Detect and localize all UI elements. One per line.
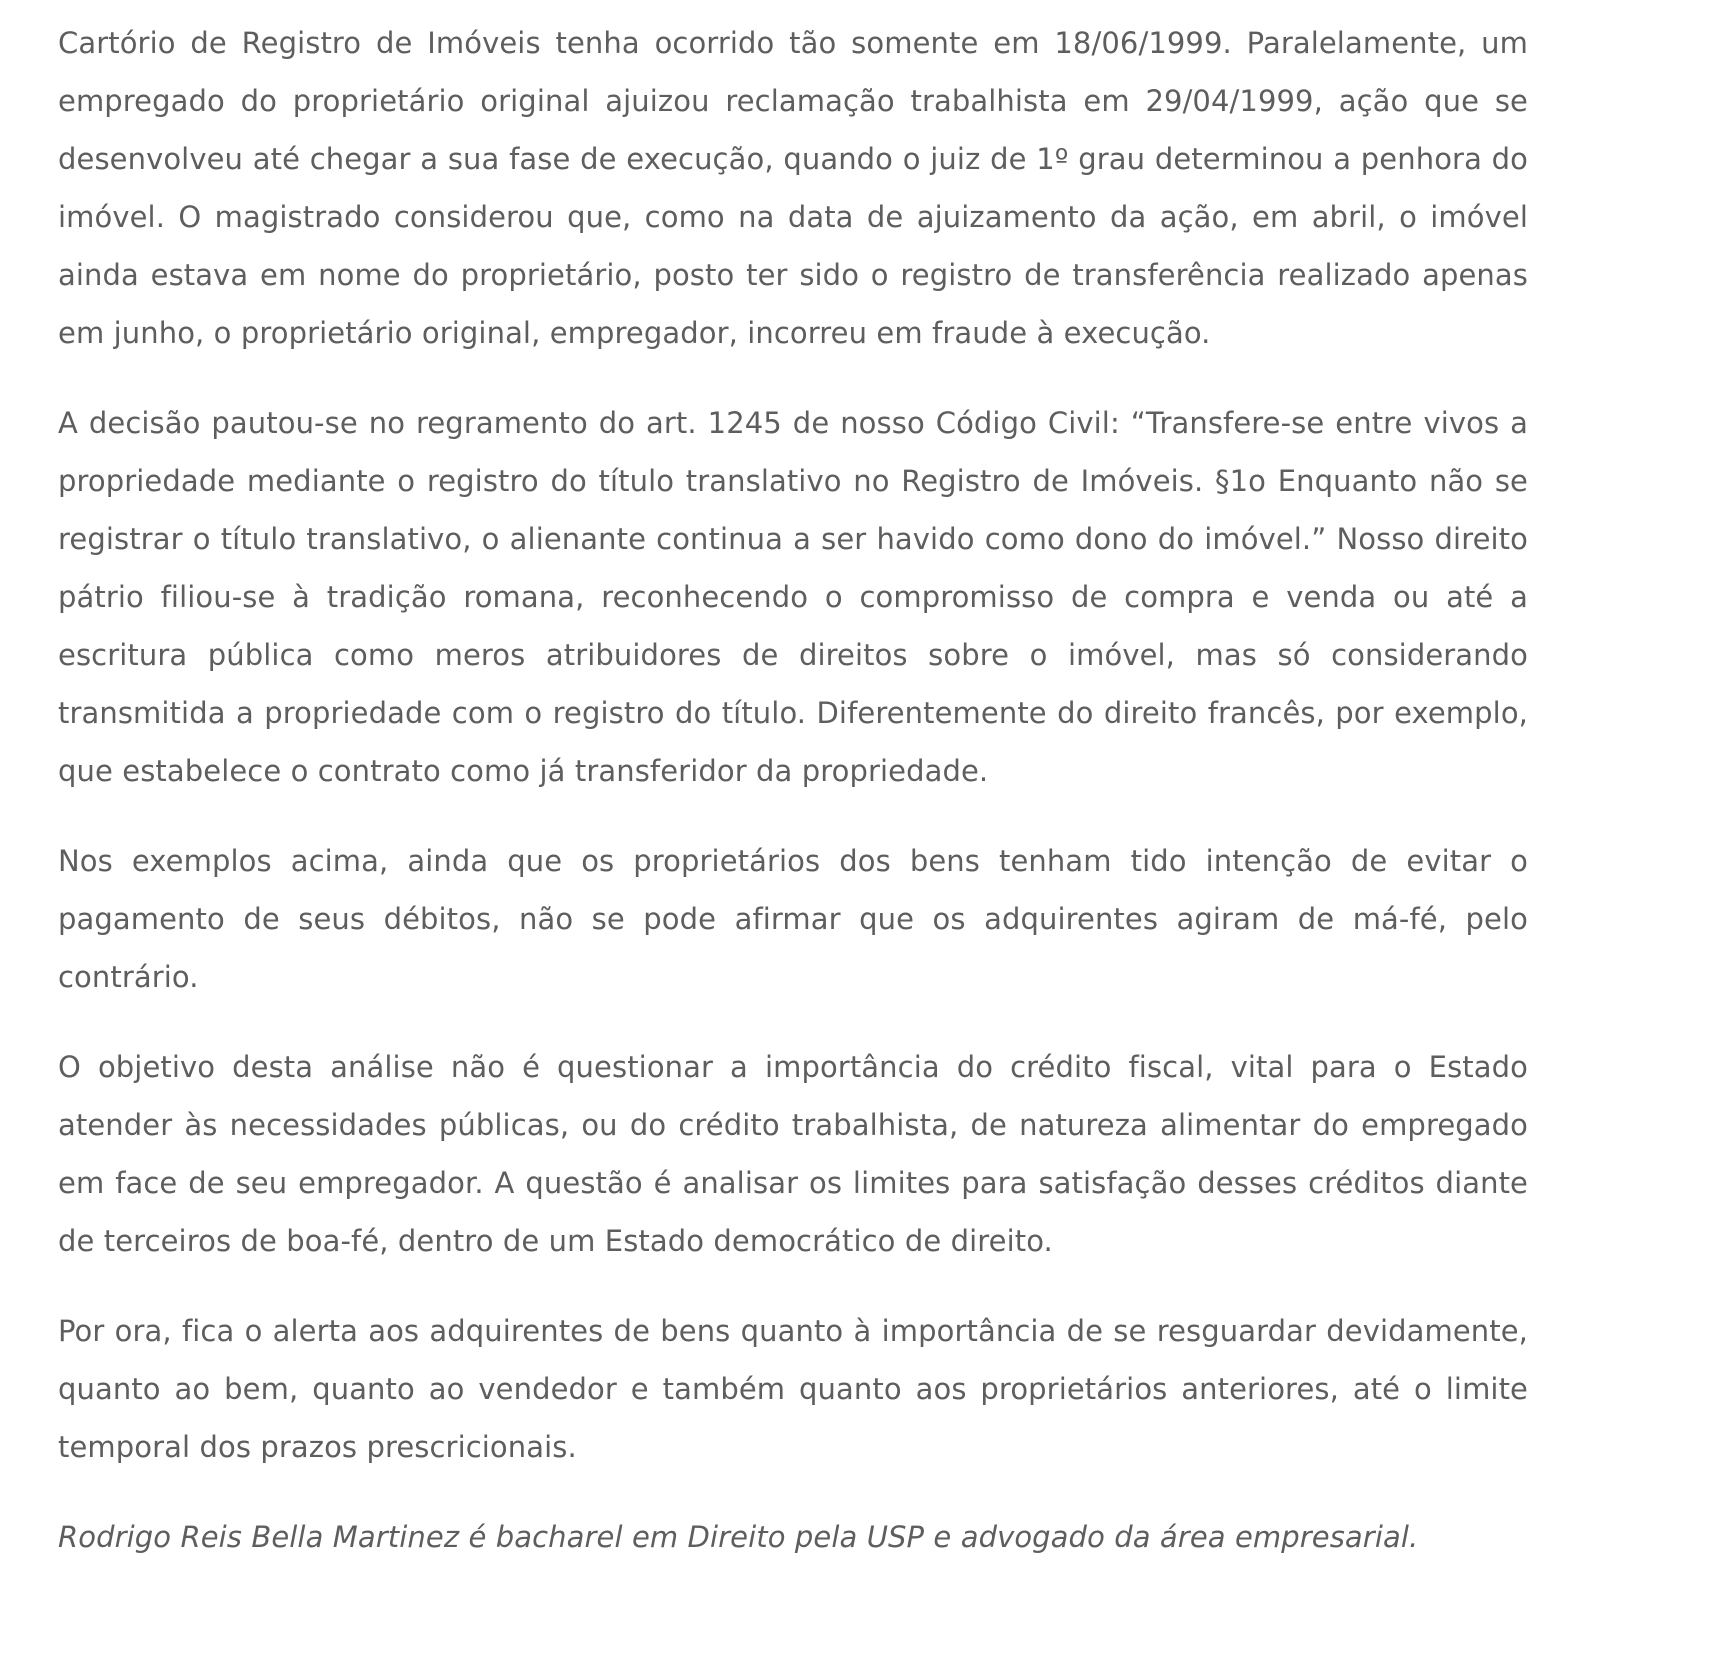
- paragraph-analysis-objective: O objetivo desta análise não é questionar a importância do crédito fiscal, vital para o Estado atender às necessidades públicas, ou do crédito trabalhista, de natureza alimentar do empregado em face de seu empregador. A questão é analisar os limites para satisfação desses créditos diante de terceiros de boa-fé, dentro de um Estado democrático de direito.: [58, 1050, 1528, 1258]
- paragraph-good-faith-acquirers: Nos exemplos acima, ainda que os proprietários dos bens tenham tido intenção de evitar o pagamento de seus débitos, não se pode afirmar que os adquirentes agiram de má-fé, pelo contrário.: [58, 844, 1528, 994]
- article-body: [58, 14, 1528, 1598]
- paragraph-civil-code-decision: A decisão pautou-se no regramento do art. 1245 de nosso Código Civil: “Transfere-se entre vivos a propriedade mediante o registro do título translativo no Registro de Imóveis. §1o Enquanto não se registrar o título translativo, o alienante continua a ser havido como dono do imóvel.” Nosso direito pátrio filiou-se à tradição romana, reconhecendo o compromisso de compra e venda ou até a escritura pública como meros atribuidores de direitos sobre o imóvel, mas só considerando transmitida a propriedade com o registro do título. Diferentemente do direito francês, por exemplo, que estabelece o contrato como já transferidor da propriedade.: [58, 406, 1528, 788]
- paragraph-fraud-execution-case: Cartório de Registro de Imóveis tenha ocorrido tão somente em 18/06/1999. Paralelamente, um empregado do proprietário original ajuizou reclamação trabalhista em 29/04/1999, ação que se desenvolveu até chegar a sua fase de execução, quando o juiz de 1º grau determinou a penhora do imóvel. O magistrado considerou que, como na data de ajuizamento da ação, em abril, o imóvel ainda estava em nome do proprietário, posto ter sido o registro de transferência realizado apenas em junho, o proprietário original, empregador, incorreu em fraude à execução.: [58, 26, 1528, 350]
- author-note: Rodrigo Reis Bella Martinez é bacharel em Direito pela USP e advogado da área empresarial.: [58, 1520, 1419, 1554]
- paragraph-alert-to-acquirers: Por ora, fica o alerta aos adquirentes de bens quanto à importância de se resguardar devidamente, quanto ao bem, quanto ao vendedor e também quanto aos proprietários anteriores, até o limite temporal dos prazos prescricionais.: [58, 1314, 1528, 1464]
